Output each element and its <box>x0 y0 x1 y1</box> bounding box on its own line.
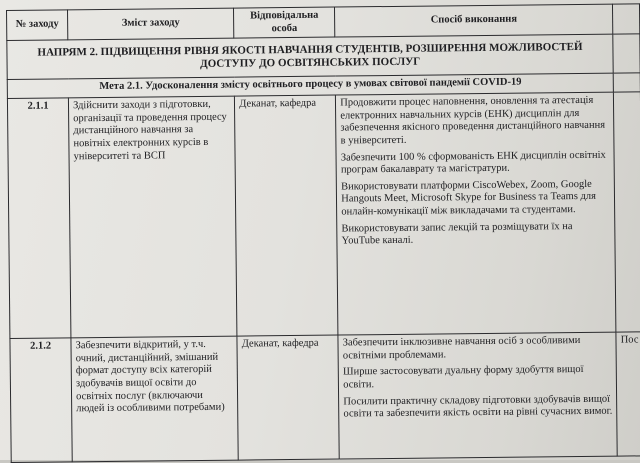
row-content: Забезпечити відкритий, у т.ч. очний, дистанційний, змішаний формат доступу всіх категорій здобувачів вищої освіти до освітніх послуг (включаючи людей із особливими потребами) <box>71 336 238 462</box>
row-methods <box>336 92 616 335</box>
goal-extra <box>613 73 640 92</box>
row-number: 2.1.1 <box>7 98 71 339</box>
header-number: № заходу <box>7 10 68 41</box>
row-methods <box>338 332 617 459</box>
method-item: Посилити практичну складову підготовки здобувачів вищої освіти та забезпечити якість освіти на рівні сучасних вимог. <box>343 393 613 420</box>
method-item: Продовжити процес наповнення, оновлення та атестація електронних навчальних курсів (ЕНК) дисциплін для забезпечення якісного проведення дистанційного навчання в університеті. <box>340 95 606 147</box>
action-plan-table <box>6 3 640 463</box>
goal-title: Мета 2.1. Удосконалення змісту освітнього процесу в умовах світової пандемії COVID-19 <box>7 73 613 98</box>
table-row <box>10 332 640 463</box>
row-responsible: Деканат, кафедра <box>237 335 339 460</box>
table-row <box>7 92 640 339</box>
row-number: 2.1.2 <box>10 338 72 463</box>
header-content: Зміст заходу <box>68 8 234 40</box>
direction-extra <box>613 34 640 73</box>
direction-row <box>7 34 640 80</box>
header-responsible: Відповідальна особа <box>234 7 335 38</box>
method-item: Використовувати платформи CiscoWebex, Zoom, Google Hangouts Meet, Microsoft Skype for Business та Teams для онлайн-комунікації між викладачами та студентами. <box>341 178 596 218</box>
method-item: Ширше застосовувати дуальну форму здобуття вищої освіти. <box>342 364 584 391</box>
header-method: Спосіб виконання <box>335 4 613 37</box>
method-item: Використовувати запис лекцій та розміщувати їх на YouTube каналі. <box>341 220 573 247</box>
row-extra <box>614 92 640 332</box>
header-extra <box>613 4 640 34</box>
row-responsible: Деканат, кафедра <box>235 95 339 336</box>
row-extra: Пос <box>616 332 640 456</box>
direction-title: НАПРЯМ 2. ПІДВИЩЕННЯ РІВНЯ ЯКОСТІ НАВЧАННЯ СТУДЕНТІВ, РОЗШИРЕННЯ МОЖЛИВОСТЕЙ ДОСТУПУ ДО ОСВІТЯНСЬКИХ ПОСЛУГ <box>7 34 614 79</box>
method-item: Забезпечити інклюзивне навчання осіб з особливими освітніми проблемами. <box>342 335 581 362</box>
method-item: Забезпечити 100 % сформованість ЕНК дисциплін освітніх програм бакалаврату та магістратури. <box>340 149 606 176</box>
row-content: Здійснити заходи з підготовки, організації та проведення процесу дистанційного навчання за новітніх електронних курсів в університеті та ВСП <box>68 96 237 338</box>
